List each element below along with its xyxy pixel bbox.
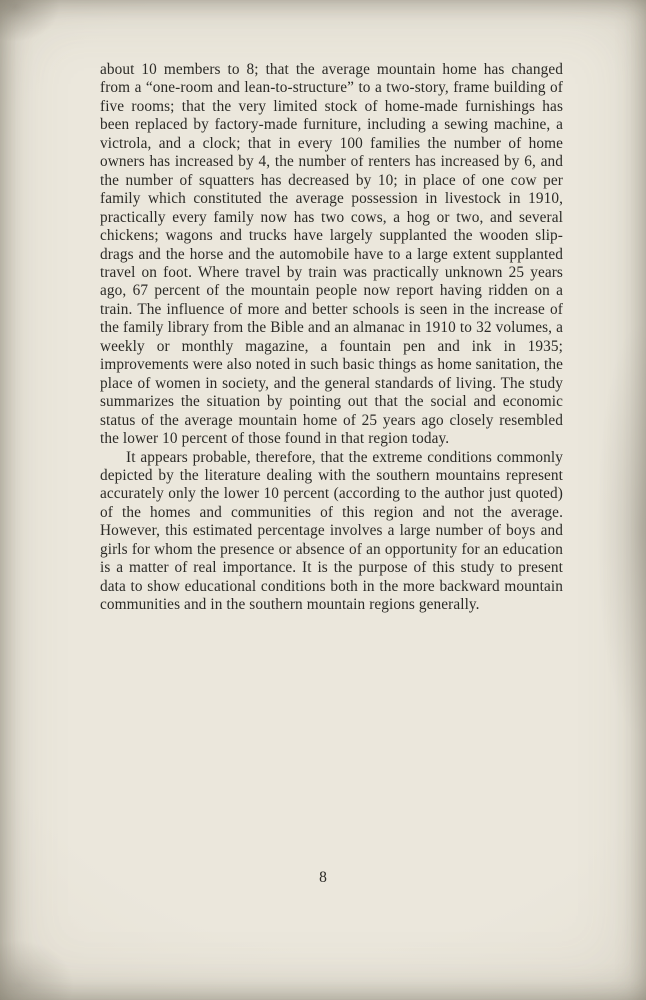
body-text-block [100,61,563,615]
paragraph-continued: about 10 members to 8; that the average mountain home has changed from a “one-room and lean-to-structure” to a two-story, frame building of five rooms; that the very limited stock of home-made furnishings has been replaced by factory-made furniture, including a sewing machine, a victrola, and a clock; that in every 100 families the number of home owners has increased by 4, the number of renters has increased by 6, and the number of squatters has decreased by 10; in place of one cow per family which constituted the average possession in livestock in 1910, practically every family now has two cows, a hog or two, and several chickens; wagons and trucks have largely supplanted the wooden slip-drags and the horse and the automobile have to a large extent supplanted travel on foot. Where travel by train was practically unknown 25 years ago, 67 percent of the mountain people now report having ridden on a train. The influence of more and better schools is seen in the increase of the family library from the Bible and an almanac in 1910 to 32 volumes, a weekly or monthly magazine, a fountain pen and ink in 1935; improvements were also noted in such basic things as home sanitation, the place of women in society, and the general standards of living. The study summarizes the situation by pointing out that the social and economic status of the average mountain home of 25 years ago closely resembled the lower 10 percent of those found in that region today. [100,61,563,448]
page-number: 8 [319,869,327,886]
scan-smudge-right [596,320,646,740]
paragraph: It appears probable, therefore, that the extreme conditions commonly depicted by the literature dealing with the southern mountains represent accurately only the lower 10 percent (according to the author just quoted) of the homes and communities of this region and not the average. However, this estimated percentage involves a large number of boys and girls for whom the presence or absence of an opportunity for an education is a matter of real importance. It is the purpose of this study to present data to show educational conditions both in the more backward mountain communities and in the southern mountain regions generally. [100,448,563,614]
scan-smudge-top-left [0,0,60,42]
scan-smudge-bottom-left [0,940,74,1000]
